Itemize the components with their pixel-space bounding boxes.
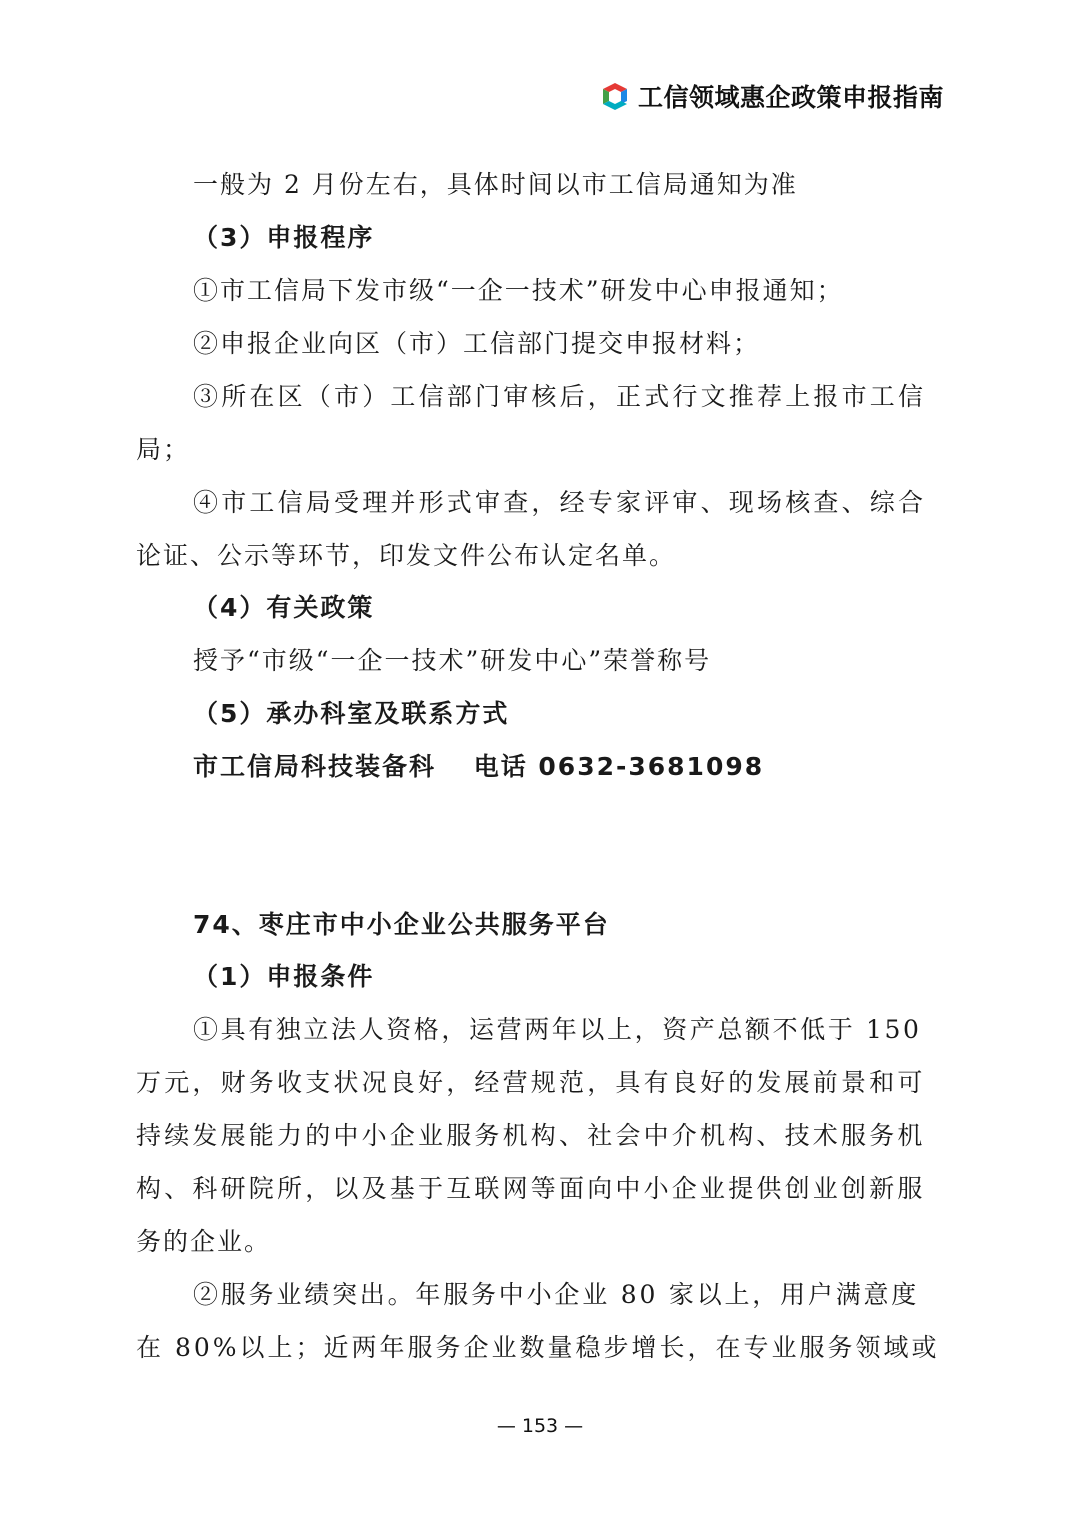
text-line: ④市工信局受理并形式审查，经专家评审、现场核查、综合 [193,488,927,517]
text-line: 授予“市级“一企一技术”研发中心”荣誉称号 [193,646,712,675]
section-heading-contact: （5）承办科室及联系方式 [193,699,510,728]
text-line: 局； [136,435,191,464]
text-line: ②服务业绩突出。年服务中小企业 80 家以上，用户满意度 [193,1280,920,1309]
section-heading-conditions: （1）申报条件 [193,962,375,991]
section-title-74: 74、枣庄市中小企业公共服务平台 [193,910,610,939]
text-line: 务的企业。 [136,1227,272,1256]
page-header [600,78,944,114]
text-line: ③所在区（市）工信部门审核后，正式行文推荐上报市工信 [193,382,927,411]
text-line: ①市工信局下发市级“一企一技术”研发中心申报通知； [193,276,844,305]
section-heading-policy: （4）有关政策 [193,593,375,622]
section-heading-procedure: （3）申报程序 [193,223,375,252]
text-line: ①具有独立法人资格，运营两年以上，资产总额不低于 150 [193,1015,922,1044]
page-number: — 153 — [496,1415,584,1437]
text-line: 论证、公示等环节，印发文件公布认定名单。 [136,541,677,570]
header-title: 工信领域惠企政策申报指南 [637,83,944,112]
text-line: 持续发展能力的中小企业服务机构、社会中介机构、技术服务机 [136,1121,926,1150]
text-line: 在 80%以上；近两年服务企业数量稳步增长，在专业服务领域或 [136,1333,940,1362]
text-line: 一般为 2 月份左右，具体时间以市工信局通知为准 [193,170,798,199]
colorful-arrow-logo-icon [600,81,630,111]
text-line: 万元，财务收支状况良好，经营规范，具有良好的发展前景和可 [136,1068,926,1097]
contact-info: 市工信局科技装备科 电话 0632-3681098 [193,752,765,781]
text-line: ②申报企业向区（市）工信部门提交申报材料； [193,329,761,358]
text-line: 构、科研院所，以及基于互联网等面向中小企业提供创业创新服 [136,1174,926,1203]
